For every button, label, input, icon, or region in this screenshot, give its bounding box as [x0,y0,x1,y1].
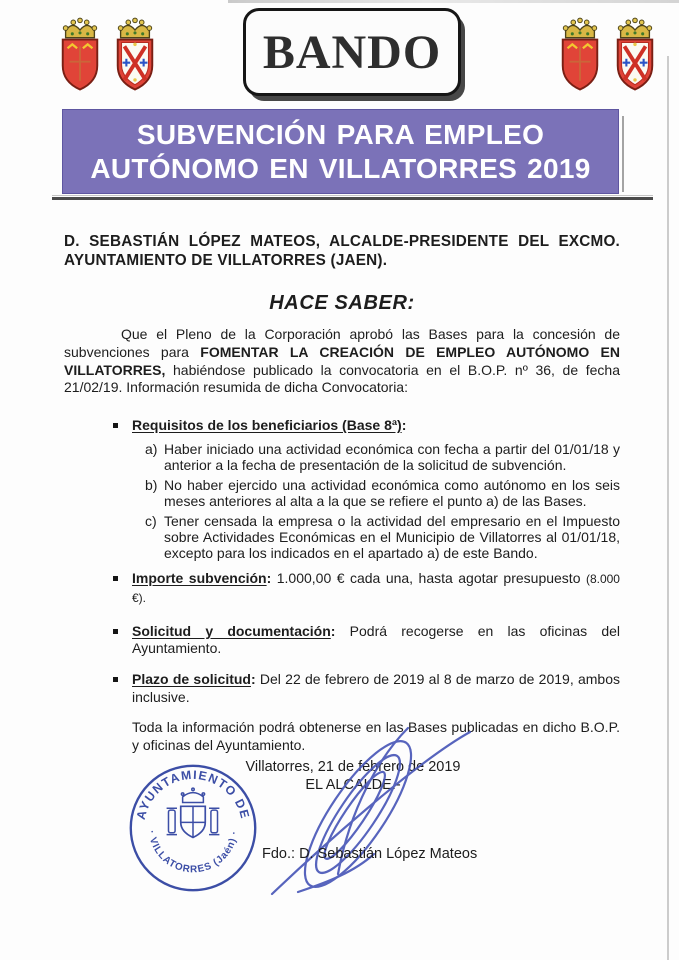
stamp-coat-of-arms-icon [167,788,220,837]
item-marker: a) [145,440,158,457]
solicitud-text: Podrá recogerse en las oficinas del Ayuntamiento. [132,622,620,657]
bullet-solicitud [64,623,620,659]
municipal-stamp-icon [127,762,259,894]
requisitos-heading-text: Requisitos de los beneficiarios (Base 8ª) [132,417,402,434]
item-text: Tener censada la empresa o la actividad del empresario en el Impuesto sobre Actividades Económicas en el Municipio de Villatorres al 01/01/18, excepto para los indicados en el apartado a) de este Bando. [164,512,620,561]
bullet-square-icon [113,423,118,428]
banner-line2: AUTÓNOMO EN VILLATORRES 2019 [90,152,591,184]
requisitos-letter-list [145,441,620,561]
intro-seg2-bold: FOMENTAR LA CREACIÓN DE EMPLEO AUTÓNOMO EN VILLATORRES, [64,343,620,378]
list-item-b [145,477,620,509]
coat-of-arms-pair-right-icon [556,10,660,98]
intro-seg3: habiéndose publicado la convocatoria en el B.O.P. nº 36, de fecha 21/02/19. Información resumida de dicha Convocatoria: [64,361,620,396]
requisitos-heading [132,417,620,435]
solicitud-heading-text: Solicitud y documentación [132,622,331,639]
coat-of-arms-pair-left-icon [56,10,160,98]
importe-line [132,570,620,608]
signed-by-line: Fdo.: D. Sebastián López Mateos [262,846,478,862]
scan-artifact-right-line [667,56,669,960]
intro-seg1: Que el Pleno de la Corporación aprobó las Bases para la concesión de subvenciones para [64,326,620,360]
list-item-a [145,441,620,473]
bullet-plazo [64,671,620,707]
importe-colon: : [266,569,272,586]
item-marker: c) [145,512,157,529]
item-text: No haber ejercido una actividad económica como autónomo en los seis meses anteriores al alta a la que se refiere el punto a) de las Bases. [164,476,620,509]
signature-icon [258,722,478,900]
requisitos-colon: : [401,417,407,434]
scan-artifact-top-line [228,0,679,3]
saltire-shield-icon [118,18,153,89]
item-text: Haber iniciado una actividad económica con fecha a partir del 01/01/18 y anterior a la fecha de presentación de la solicitud de subvención. [164,440,620,473]
solicitud-line [132,623,620,659]
bullet-square-icon [113,576,118,581]
mayor-address: D. SEBASTIÁN LÓPEZ MATEOS, ALCALDE-PRESIDENTE DEL EXCMO. AYUNTAMIENTO DE VILLATORRES (JAEN). [64,233,620,269]
document-body [64,232,620,794]
intro-paragraph [64,326,620,397]
place-date-line: Villatorres, 21 de febrero de 2019 [245,759,461,776]
importe-small-text: (8.000 €). [132,571,620,605]
villatorres-shield-icon [563,18,598,89]
saltire-shield-icon [618,18,653,89]
bando-title-box [243,8,461,96]
item-marker: b) [145,476,158,493]
closing-paragraph: Toda la información podrá obtenerse en las Bases publicadas en dicho B.O.P. y oficinas del Ayuntamiento. [132,718,620,753]
plazo-heading-text: Plazo de solicitud [132,671,251,688]
subsidy-banner [62,109,619,194]
bullet-square-icon [113,677,118,682]
role-line: EL ALCALDE.- [305,777,401,794]
plazo-colon: : [250,671,256,688]
bando-title: BANDO [262,25,442,79]
divider-rule [52,195,653,200]
banner-line1: SUBVENCIÓN PARA EMPLEO [136,118,545,150]
scan-artifact-banner-edge [622,116,624,192]
hace-saber-heading: HACE SABER: [269,292,415,314]
list-item-c [145,513,620,561]
villatorres-shield-icon [63,18,98,89]
bullet-importe [64,570,620,608]
stamp-top-text: AYUNTAMIENTO DE [133,767,253,821]
stamp-bottom-text: · VILLATORRES (Jaén) · [145,829,241,876]
importe-text: 1.000,00 € cada una, hasta agotar presupuesto [271,569,586,586]
plazo-text: Del 22 de febrero de 2019 al 8 de marzo de 2019, ambos inclusive. [132,671,620,705]
plazo-line [132,671,620,707]
bullet-square-icon [113,629,118,634]
solicitud-colon: : [330,622,336,639]
bullet-requisitos [64,417,620,435]
importe-heading-text: Importe subvención [132,569,267,586]
